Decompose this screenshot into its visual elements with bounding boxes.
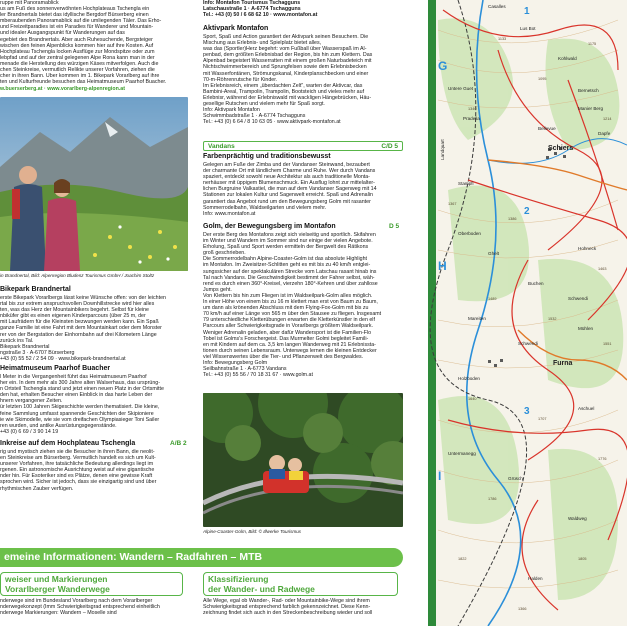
- middle-column: [203, 0, 403, 548]
- map-elevation-label: 1340: [468, 107, 477, 111]
- golm-line: en mit Kindern auf dem ca. 3,5 km langen Wanderweg mit 21 Erlebnissta-: [203, 341, 376, 348]
- farben-line: lichen Burgruine Valkastiel, die man auf dem Vandanser Sagenweg mit 14: [203, 186, 377, 193]
- museum-line: n Ortsteil Tschengla stand und jetzt einen neuen Platz in der Ortsmitte: [0, 386, 164, 393]
- markings-text: [0, 598, 190, 616]
- farben-line: Info: www.montafon.at: [203, 210, 256, 217]
- markings-box: [0, 572, 183, 596]
- map-elevation-label: 1367: [448, 202, 457, 206]
- vandans-label: Vandans: [208, 142, 235, 150]
- bikepark-line: ganze Familie ist eine Fahrt mit dem Mountainkart oder dem Monster: [0, 325, 162, 332]
- map-elevation-label: 1532: [548, 317, 557, 321]
- left-column: [0, 0, 190, 548]
- markings-line: nderwege sind im Bundesland Vorarlberg nach dem Vorarlberger: [0, 598, 153, 604]
- markings-line: nderwege Markierungen: Wandern – Moselle sind: [0, 610, 117, 617]
- coaster-photo: [203, 393, 403, 527]
- golm-grid: D 5: [389, 223, 400, 230]
- aktivpark-line: Bambini-Areal, Trampolin, Trampolin, Bootsteich und vieles mehr auf: [203, 88, 365, 95]
- bikepark-line: nbiküfer gibt es einen eigenen Kinderparcours (über 25 m, der: [0, 313, 146, 320]
- golm-line: Seilbahnstraße 1 · A-6773 Vandans: [203, 366, 287, 373]
- aktivpark-line: Tel.: +43 (0) 6 64 / 8 10 63 05 · www.aktivpark-montafon.at: [203, 119, 341, 126]
- map-place-label: Stampfi: [458, 181, 474, 186]
- map-grid-number-1: 1: [524, 6, 530, 17]
- classification-title-2: der Wander- und Radwege: [208, 583, 315, 594]
- photo-caption-2: Alpine-Coaster-Golm, Bild: © Illwerke Tourismus: [203, 529, 302, 534]
- intro-line: ler Brandnertals bietet das idyllische Bergdorf Bürserberg einen: [0, 12, 149, 19]
- bikepark-line: +43 (0) 55 52 / 2 54 09 · www.bikepark-brandnertal.at: [0, 355, 126, 362]
- golm-line: rend es durch einen 360°-Kreisel, vierzehn 180°-Kehren und über zahllose: [203, 280, 378, 287]
- map-place-label: Landquart: [440, 139, 445, 160]
- bikepark-line: mit Laufrädern für die Kleinsten bezwungen werden kann. Ein Spaß: [0, 319, 159, 326]
- golm-line: tionen durch seinen Lebensraum. Unterwegs lernen die kleinen Entdecker: [203, 347, 377, 354]
- museum-line: hnern vergangener Zeiten.: [0, 398, 63, 405]
- aktivpark-line: Im Erlebnisreich, einem „überdachten Zelt", warten der Aktivcar, das: [203, 82, 363, 89]
- golm-line: Tobel ist Golms's Forschergeist. Das Murmelter Golmi begleitet Famili-: [203, 335, 369, 342]
- intro-line: egebiet des Brandnertals. Aber auch Ruhesuchende, Bergsteiger: [0, 36, 153, 43]
- map-place-label: Pradella: [463, 116, 480, 121]
- intro-line: lebpfad und auf der zentral gelegenen Alpe Rona kann man in der: [0, 54, 155, 61]
- classification-title-1: Klassifizierung: [208, 574, 269, 584]
- aktivpark-line: Nichtschwimmerbereich und Sprungfelsen sowie dem Erlebnisbecken: [203, 64, 367, 71]
- map-grid-letter-h: H: [438, 259, 447, 273]
- hikers-illustration: [0, 97, 188, 271]
- montafon-info-line: Tel.: +43 (0) 50 / 6 68 62 10 · www.montafon.at: [203, 12, 318, 19]
- map-place-label: Mühlen: [578, 326, 594, 331]
- farben-line: garantiert das Angebot rund um den Bewegungsberg Golm mit rasanter: [203, 198, 371, 205]
- general-info-banner: emeine Informationen: Wandern – Radfahren – MTB: [0, 548, 403, 567]
- map-place-label: Untermanegg: [448, 451, 476, 456]
- vandans-section-bar: [203, 141, 403, 151]
- map-place-label: Aschuel: [578, 406, 595, 411]
- golm-line: Parcours aller Schwierigkeitsgrade in Vorarlbergs größtem Waldseilpark.: [203, 323, 373, 330]
- intro-line: Hochplateau Tschengla locken Ausflüge zur Mondspitze oder zum: [0, 48, 155, 55]
- map-elevation-label: 1640: [468, 397, 477, 401]
- museum-line: +43 (0) 6 69 / 3 90 14 19: [0, 428, 59, 435]
- map-place-label: Ghelt: [488, 251, 499, 256]
- classification-text: [203, 598, 403, 616]
- map-place-label: Halden: [528, 576, 543, 581]
- golm-line: groß geschrieben.: [203, 250, 246, 257]
- golm-line: In einer Höhe von einem bis zu 16 m klettert man erst von Baum zu Baum,: [203, 299, 378, 306]
- golm-line: Info: Bewegungsberg Golm: [203, 359, 268, 366]
- aktivpark-line: Schwimmbadstraße 1 · A-6774 Tschagguns: [203, 113, 306, 120]
- photo-caption-1: in Brandnertal, Bild: Alpenregion Bludenz Tourismus GmbH / Joachim Stoltz: [0, 273, 155, 278]
- aktivpark-line: Alpenbad begeistert Wasserratten mit einem großen Naturbadeteich mit: [203, 58, 372, 65]
- intro-line: cher in ihren Bann. Über kommen im 1. Bikepark Vorarlberg auf ihre: [0, 73, 160, 80]
- golm-line: Erholung, Spaß und Sport werden ermitteln der Bergwelt des Rätikons: [203, 244, 369, 251]
- tschengla-line: rig und mystisch ziehen sie die Besucher in ihren Bann, die neolit-: [0, 449, 155, 455]
- montafon-info-line: Info: Montafon Tourismus Tschagguns: [203, 0, 301, 6]
- map-elevation-label: 1463: [598, 267, 607, 271]
- tschengla-line: nder hin. Für Esoteriker sind es Plätze, denen eine gewisse Kraft: [0, 473, 153, 480]
- bikepark-line: rer von der Bergstation der Einhornbahn auf drei Kilometern Länge: [0, 331, 157, 338]
- map-place-label: Furna: [553, 360, 573, 367]
- markings-line: nderwegekonzept (Imm Schwierigkeitsgrad entsprechend einheitlich: [0, 604, 160, 611]
- map-place-label: Casalles: [488, 4, 506, 9]
- topographic-map[interactable]: [428, 0, 627, 626]
- aktivpark-text: [203, 34, 403, 125]
- coaster-illustration: [203, 393, 403, 527]
- farben-text: [203, 162, 403, 217]
- aktivpark-line: Info: Aktivpark Montafon: [203, 107, 260, 114]
- map-place-label: Oberboden: [458, 231, 481, 236]
- intro-link[interactable]: w.buerserberg.at · www.vorarlberg-alpenregion.at: [0, 86, 125, 92]
- tschengla-title: Inkreise auf dem Hochplateau Tschengla: [0, 440, 136, 447]
- golm-line: Der erste Berg des Montafons zeigt sich vielseitig und sportlich. Skifahren: [203, 232, 376, 238]
- aktivpark-title: Aktivpark Montafon: [203, 25, 269, 32]
- map-place-label: Kohlwald: [558, 56, 577, 61]
- map-elevation-label: 1822: [458, 557, 467, 561]
- intro-line: mberaubenden Panoramablick auf die umliegenden Täler. Das Erho-: [0, 18, 162, 25]
- golm-line: sungssicher auf der spektakulären Strecke vom Latschau rasant hinab ins: [203, 268, 377, 275]
- map-svg[interactable]: [428, 0, 627, 626]
- tschengla-line: unserer Vorfahren, ihre tatsächliche Bedeutung allerdings liegt im: [0, 461, 154, 468]
- intro-line: chen Steinkreise, vermutlich Relikte unserer Vorfahren, ziehen die: [0, 67, 155, 74]
- bikepark-line: zurück ins Tal.: [0, 337, 34, 344]
- aktivpark-line: 70-m-Röhrenrutsche für Kinder.: [203, 76, 278, 83]
- intro-line: ruppe mit Panoramablick: [0, 0, 59, 6]
- map-place-label: Schiers: [548, 145, 574, 152]
- golm-line: viel Wissenswertes über die Tier- und Pflanzenwelt des Bergwaldes.: [203, 353, 364, 360]
- golm-line: Weniger Adrenalin geladen, aber dafür Wandersport ist die Familien-Flo: [203, 329, 372, 336]
- intro-line: ten und Kulturfreunde besuchen das Heimatmuseum Paarhof Buacher.: [0, 79, 167, 86]
- golm-line: Die Sommerrodelbahn Alpine-Coaster-Golm ist das absolute Highlight: [203, 256, 367, 263]
- museum-line: her ein. In dem mehr als 300 Jahre alten Walserhaus, das ursprüng-: [0, 380, 160, 387]
- map-elevation-label: 1175: [588, 42, 597, 46]
- map-place-label: Manier Berg: [578, 106, 604, 111]
- map-elevation-label: 1386: [508, 217, 517, 221]
- tschengla-grid: A/B 2: [170, 440, 187, 447]
- classification-line: zeichnung findet sich auch in den Streckenbeschreibung wieder und soll: [203, 610, 373, 617]
- aktivpark-line: gesellige Rutschen und vielem mehr für Spaß sorgt.: [203, 101, 325, 108]
- golm-line: im Winter und Wandern im Sommer sind nur einige der vielen Angebote.: [203, 238, 373, 245]
- map-elevation-label: 1489: [488, 297, 497, 301]
- bikepark-line: Bikepark Brandnertal: [0, 343, 50, 350]
- tschengla-line: en Steinkreise am Bürserberg. Vermutlich handelt es sich um Kult-: [0, 455, 156, 462]
- golm-line: im Montafon. Im Zweisitzer-Schlitten geht es mit bis zu 40 km/h entglei-: [203, 262, 371, 269]
- aktivpark-line: Sport, Spaß und Action garantiert der Aktivpark seinen Besuchern. Die: [203, 34, 369, 40]
- farben-line: nerhäuser mit üppigem Blumenschmuck. Ein Ausflug lohnt zur mittelalter-: [203, 180, 375, 187]
- bikepark-line: ngstraße 3 · A-6707 Bürserberg: [0, 349, 75, 356]
- map-elevation-label: 1707: [538, 417, 547, 421]
- farben-line: Sommerrodelbahn, Waldseilgarten und vielem mehr.: [203, 204, 327, 211]
- aktivpark-line: penbad, dem größten Erlebnisbad der Region, bis hin zum Klettern. Das: [203, 52, 373, 59]
- intro-line: und Freizeitparadies ist ein Paradies für Wanderer und Mountain-: [0, 24, 154, 31]
- intro-text: [0, 0, 190, 85]
- intro-line: menade die Herstellung des würzigen Käses mitverfolgen. Auch die: [0, 60, 159, 67]
- museum-title: Heimatmuseum Paarhof Buacher: [0, 365, 111, 372]
- map-elevation-label: 1366: [518, 607, 527, 611]
- map-place-label: Bellevue: [538, 126, 556, 131]
- vandans-grid: C/D 5: [381, 142, 398, 150]
- farben-title: Farbenprächtig und traditionsbewusst: [203, 153, 331, 160]
- intro-line: wischen den feinen Alpenblicks kommen hier auf ihre Kosten. Auf: [0, 42, 154, 49]
- map-elevation-label: 1551: [603, 342, 612, 346]
- aktivpark-line: Mischung aus Erlebnis- und Spielplatz bietet alles,: [203, 40, 322, 47]
- tschengla-text: [0, 449, 190, 492]
- tschengla-line: rgenen. Ein astronomische Ausrichtung weist auf eine gigantische: [0, 467, 155, 474]
- map-elevation-label: 1214: [603, 117, 612, 121]
- golm-line: Von Klettern bis hin zum Fliegen ist im Waldseilpark-Golm alles möglich.: [203, 292, 373, 299]
- markings-title-1: weiser und Markierungen: [5, 574, 108, 584]
- map-elevation-label: 1786: [488, 497, 497, 501]
- aktivpark-line: Erlebnisr, während der Erlebniswald mit wackligen Hängebrücken, Häu-: [203, 94, 372, 101]
- farben-line: der charmante Ort mit ländlichem Charme und Ruhe. Wer durch Vandans: [203, 168, 376, 175]
- intro-line: us am Fuß des sonnenverwöhnten Hochplateaus Tschengla ein: [0, 6, 150, 13]
- bikepark-title: Bikepark Brandnertal: [0, 286, 71, 293]
- map-place-label: Grüsch: [508, 476, 523, 481]
- bikepark-text: [0, 295, 190, 362]
- golm-line: Tal nach Vandans. Die Geschwindigkeit bestimmt der Fahrer selbst, wäh-: [203, 274, 375, 281]
- farben-line: Gelegen am Fuße der Zimba und der Vandanser Steinwand, bezaubert: [203, 162, 370, 168]
- bikepark-line: ten, was das Herz der Mountainbikers begehrt. Selbst für kleine: [0, 307, 149, 314]
- golm-title: Golm, der Bewegungsberg im Montafon: [203, 223, 336, 230]
- map-elevation-label: 1133: [498, 37, 507, 41]
- bikepark-line: rtal bis zur extrem anspruchsvollen Downhillstrecke wird hier alles: [0, 301, 155, 308]
- tschengla-line: rhythmischen Zauber verfügen.: [0, 485, 74, 492]
- map-elevation-label: 1776: [598, 457, 607, 461]
- museum-text: [0, 374, 190, 435]
- hikers-photo: [0, 97, 188, 271]
- map-place-label: Lus Bot: [520, 26, 536, 31]
- golm-line: um dann als krönenden Abschluss mit dem Flying-Fox-Golm mit bis zu: [203, 305, 369, 312]
- farben-line: spaziert, entdeckt sowohl neue Architektur als auch traditionelle Monta-: [203, 174, 370, 181]
- intro-line: und idealer Ausgangspunkt für Wanderungen auf das: [0, 30, 125, 37]
- map-place-label: Schwendi: [568, 296, 588, 301]
- bikepark-line: erste Bikepark Vorarlbergs lässt keine Wünsche offen: von der leichten: [0, 295, 166, 301]
- map-place-label: Bernetsch: [578, 88, 599, 93]
- map-place-label: Schwendi: [518, 341, 538, 346]
- museum-line: ie wie Skimodelle, wie sie vom dreifachen Olympiasieger Toni Sailer: [0, 416, 160, 423]
- golm-line: Jumps geht.: [203, 286, 232, 293]
- aktivpark-line: was das (Sportler)Herz begehrt: vom Fußball über Wasserspaß im Al-: [203, 46, 367, 53]
- classification-line: Alle Wege, egal ob Wander-, Rad- oder Mountainbike-Wege sind ihrem: [203, 598, 370, 604]
- map-place-label: Dapfe: [598, 131, 611, 136]
- museum-line: ür letzten 100 Jahren Skigeschichte werden thematisiert. Die kleine,: [0, 404, 160, 411]
- museum-line: l Meter in die Vergangenheit führt das Heimatmuseum Paarhof: [0, 374, 147, 380]
- classification-line: Schwierigkeitsgrad entsprechend farblich gekennzeichnet. Diese Kenn-: [203, 604, 371, 611]
- map-place-label: Untere Guet: [448, 86, 474, 91]
- museum-line: feine Sammlung umfasst spannende Geschichten der Skipioniere: [0, 410, 154, 417]
- map-grid-number-3: 3: [524, 406, 530, 417]
- map-place-label: Holzboden: [458, 376, 480, 381]
- montafon-info-line: Latschaustraße 1 · A-6774 Tschagguns: [203, 6, 301, 13]
- museum-line: ren wurden, und antike Ausrüstungsgegenstände.: [0, 422, 117, 429]
- golm-line: 79 unterschiedliche Kletterübungen erwarten die Kletterkünstler in den elf: [203, 317, 375, 324]
- farben-line: Stationen zur lokalen Kultur und Sagenwelt erreicht. Spaß und Adrenalin: [203, 192, 373, 199]
- map-place-label: Buchen: [528, 281, 544, 286]
- map-place-label: Hohneck: [578, 246, 597, 251]
- golm-line: 70 km/h auf einer Länge von 565 m über den Stausee zu fliegen. Insgesamt: [203, 311, 382, 318]
- museum-line: den hat, erhalten Besucher einen Einblick in das harte Leben der: [0, 392, 153, 399]
- map-grid-number-2: 2: [524, 206, 530, 217]
- golm-line: Tel.: +43 (0) 55 56 / 70 18 31 67 · www.golm.at: [203, 372, 313, 379]
- map-place-label: Waldweg: [568, 516, 587, 521]
- classification-box: [203, 572, 398, 596]
- aktivpark-line: mit Wasserfontänen, Strömungskanal, Kinderplanschbecken und einer: [203, 70, 369, 77]
- golm-text: [203, 232, 403, 378]
- montafon-info: [203, 0, 403, 18]
- markings-title-2: Vorarlberger Wanderwege: [5, 583, 110, 594]
- map-grid-letter-i: I: [438, 469, 442, 483]
- map-place-label: Mareiten: [468, 316, 486, 321]
- map-grid-letter-g: G: [438, 59, 448, 73]
- map-elevation-label: 1095: [538, 77, 547, 81]
- map-elevation-label: 1805: [578, 557, 587, 561]
- tschengla-line: sprochen wird. Sicher ist jedoch, dass sie einzigartig sind und über: [0, 479, 157, 486]
